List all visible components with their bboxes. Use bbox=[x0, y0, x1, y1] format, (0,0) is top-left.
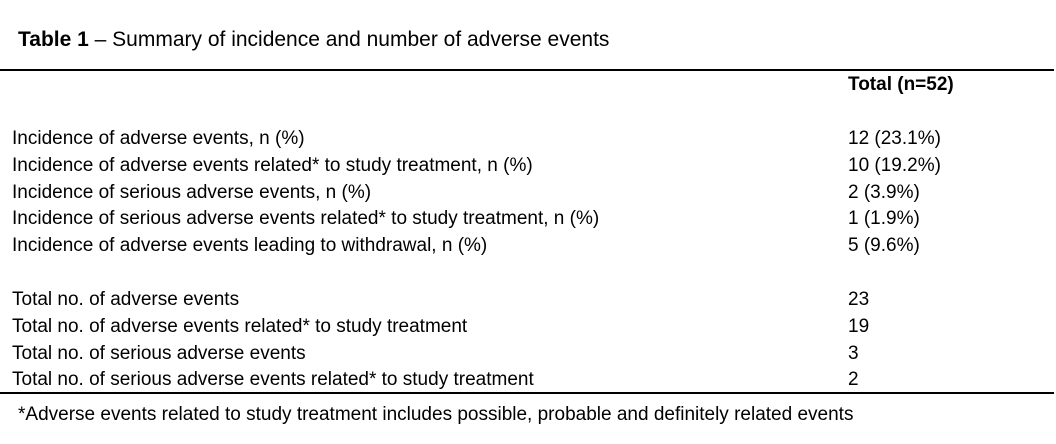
table-caption bbox=[18, 28, 609, 52]
table-top-rule bbox=[0, 69, 1054, 71]
row-label: Incidence of adverse events leading to withdrawal, n (%) bbox=[12, 235, 488, 256]
table-row bbox=[0, 126, 1054, 153]
table-row bbox=[0, 153, 1054, 180]
row-label: Total no. of serious adverse events bbox=[12, 342, 306, 364]
totals-section bbox=[0, 287, 1054, 394]
row-value: 5 (9.6%) bbox=[848, 235, 920, 256]
incidence-section bbox=[0, 126, 1054, 260]
table-title: – Summary of incidence and number of adverse events bbox=[88, 28, 610, 51]
row-value: 10 (19.2%) bbox=[848, 154, 941, 176]
table-row bbox=[0, 287, 1054, 314]
row-value: 12 (23.1%) bbox=[848, 128, 941, 149]
row-label: Total no. of adverse events related* to study treatment bbox=[12, 315, 468, 337]
table-row bbox=[0, 314, 1054, 341]
table-row bbox=[0, 206, 1054, 233]
table-number: Table 1 bbox=[18, 28, 89, 51]
table-row bbox=[0, 233, 1054, 260]
row-label: Incidence of adverse events related* to study treatment, n (%) bbox=[12, 154, 533, 176]
table-bottom-rule bbox=[0, 392, 1054, 394]
row-value: 3 bbox=[848, 342, 859, 364]
column-header-total: Total (n=52) bbox=[848, 74, 954, 95]
row-label: Total no. of serious adverse events related* to study treatment bbox=[12, 369, 534, 391]
row-value: 1 (1.9%) bbox=[848, 208, 920, 230]
row-value: 2 (3.9%) bbox=[848, 181, 920, 203]
row-label: Incidence of serious adverse events, n (%) bbox=[12, 181, 372, 203]
row-value: 19 bbox=[848, 315, 870, 337]
table-footnote: *Adverse events related to study treatment includes possible, probable and definitely related events bbox=[18, 404, 854, 425]
table-row bbox=[0, 367, 1054, 394]
table-row bbox=[0, 180, 1054, 207]
row-value: 23 bbox=[848, 289, 870, 310]
table-row bbox=[0, 341, 1054, 368]
row-label: Incidence of adverse events, n (%) bbox=[12, 128, 305, 149]
row-label: Total no. of adverse events bbox=[12, 289, 240, 310]
row-value: 2 bbox=[848, 369, 859, 391]
row-label: Incidence of serious adverse events related* to study treatment, n (%) bbox=[12, 208, 600, 230]
